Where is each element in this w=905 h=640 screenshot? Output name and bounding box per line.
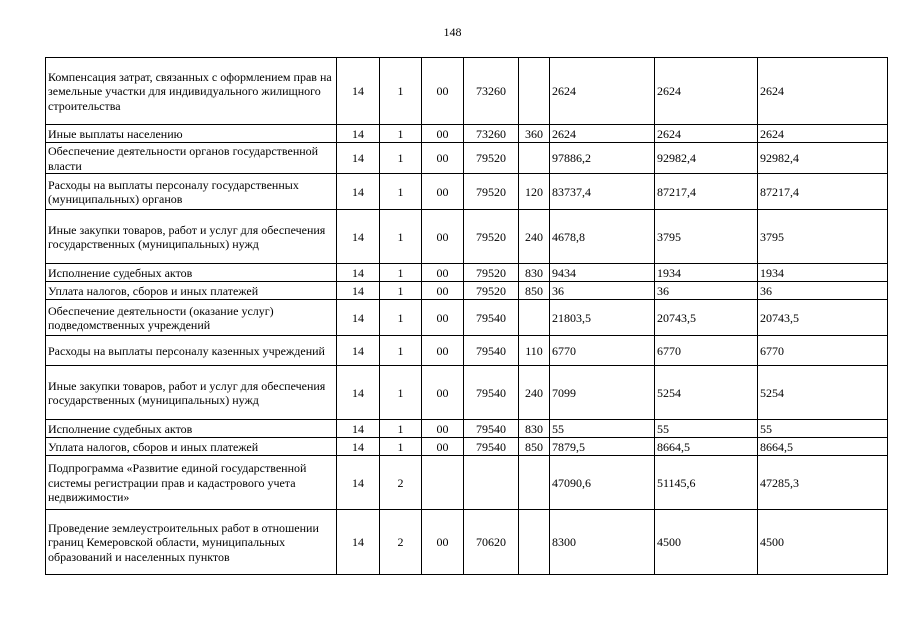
subsection-code: 2 (380, 510, 422, 575)
expense-type-code (519, 300, 550, 336)
expense-type-code: 850 (519, 282, 550, 300)
table-row (46, 438, 888, 456)
subsection-code: 1 (380, 58, 422, 125)
program-code: 00 (422, 366, 464, 420)
section-code: 14 (337, 264, 380, 282)
direction-code: 79540 (464, 366, 519, 420)
row-name: Обеспечение деятельности органов государственной власти (46, 143, 337, 174)
expense-type-code: 240 (519, 210, 550, 264)
subsection-code: 1 (380, 420, 422, 438)
program-code: 00 (422, 174, 464, 210)
table-row (46, 336, 888, 366)
amount-year-2: 4500 (655, 510, 758, 575)
section-code: 14 (337, 300, 380, 336)
row-name: Расходы на выплаты персоналу государственных (муниципальных) органов (46, 174, 337, 210)
table-row (46, 210, 888, 264)
amount-year-2: 3795 (655, 210, 758, 264)
table-row (46, 58, 888, 125)
row-name: Иные закупки товаров, работ и услуг для обеспечения государственных (муниципальных) нужд (46, 366, 337, 420)
subsection-code: 1 (380, 282, 422, 300)
row-name: Исполнение судебных актов (46, 420, 337, 438)
section-code: 14 (337, 456, 380, 510)
program-code: 00 (422, 58, 464, 125)
table-row (46, 510, 888, 575)
section-code: 14 (337, 58, 380, 125)
direction-code: 79520 (464, 264, 519, 282)
amount-year-3: 47285,3 (758, 456, 888, 510)
expense-type-code: 830 (519, 420, 550, 438)
table-row (46, 366, 888, 420)
amount-year-3: 8664,5 (758, 438, 888, 456)
amount-year-2: 1934 (655, 264, 758, 282)
section-code: 14 (337, 210, 380, 264)
subsection-code: 1 (380, 125, 422, 143)
program-code: 00 (422, 210, 464, 264)
amount-year-2: 8664,5 (655, 438, 758, 456)
direction-code: 79520 (464, 174, 519, 210)
section-code: 14 (337, 174, 380, 210)
amount-year-3: 4500 (758, 510, 888, 575)
expense-type-code: 360 (519, 125, 550, 143)
row-name: Обеспечение деятельности (оказание услуг) подведомственных учреждений (46, 300, 337, 336)
program-code (422, 456, 464, 510)
expense-type-code (519, 58, 550, 125)
amount-year-3: 3795 (758, 210, 888, 264)
direction-code (464, 456, 519, 510)
amount-year-2: 51145,6 (655, 456, 758, 510)
row-name: Компенсация затрат, связанных с оформлением прав на земельные участки для индивидуального жилищного строительства (46, 58, 337, 125)
amount-year-2: 20743,5 (655, 300, 758, 336)
row-name: Расходы на выплаты персоналу казенных учреждений (46, 336, 337, 366)
row-name: Уплата налогов, сборов и иных платежей (46, 282, 337, 300)
program-code: 00 (422, 438, 464, 456)
amount-year-1: 47090,6 (550, 456, 655, 510)
amount-year-3: 20743,5 (758, 300, 888, 336)
direction-code: 73260 (464, 125, 519, 143)
table-row (46, 456, 888, 510)
table-row (46, 125, 888, 143)
amount-year-3: 2624 (758, 125, 888, 143)
amount-year-1: 55 (550, 420, 655, 438)
amount-year-1: 83737,4 (550, 174, 655, 210)
row-name: Проведение землеустроительных работ в отношении границ Кемеровской области, муниципальных образований и населенных пунктов (46, 510, 337, 575)
amount-year-2: 2624 (655, 58, 758, 125)
amount-year-1: 7879,5 (550, 438, 655, 456)
direction-code: 79540 (464, 300, 519, 336)
row-name: Иные закупки товаров, работ и услуг для обеспечения государственных (муниципальных) нужд (46, 210, 337, 264)
amount-year-3: 5254 (758, 366, 888, 420)
program-code: 00 (422, 264, 464, 282)
amount-year-2: 6770 (655, 336, 758, 366)
amount-year-1: 2624 (550, 125, 655, 143)
table-row (46, 282, 888, 300)
amount-year-3: 6770 (758, 336, 888, 366)
table-row (46, 420, 888, 438)
amount-year-2: 87217,4 (655, 174, 758, 210)
budget-table (45, 57, 888, 575)
table-row (46, 174, 888, 210)
table-row (46, 300, 888, 336)
table-body (46, 58, 888, 575)
amount-year-1: 7099 (550, 366, 655, 420)
program-code: 00 (422, 336, 464, 366)
amount-year-3: 1934 (758, 264, 888, 282)
row-name: Исполнение судебных актов (46, 264, 337, 282)
amount-year-2: 5254 (655, 366, 758, 420)
expense-type-code: 850 (519, 438, 550, 456)
amount-year-1: 97886,2 (550, 143, 655, 174)
amount-year-2: 92982,4 (655, 143, 758, 174)
amount-year-3: 92982,4 (758, 143, 888, 174)
amount-year-1: 9434 (550, 264, 655, 282)
amount-year-3: 2624 (758, 58, 888, 125)
amount-year-3: 55 (758, 420, 888, 438)
direction-code: 79520 (464, 143, 519, 174)
amount-year-2: 55 (655, 420, 758, 438)
subsection-code: 1 (380, 264, 422, 282)
amount-year-2: 2624 (655, 125, 758, 143)
amount-year-1: 4678,8 (550, 210, 655, 264)
expense-type-code: 830 (519, 264, 550, 282)
direction-code: 79540 (464, 336, 519, 366)
amount-year-1: 21803,5 (550, 300, 655, 336)
amount-year-1: 6770 (550, 336, 655, 366)
section-code: 14 (337, 510, 380, 575)
subsection-code: 2 (380, 456, 422, 510)
section-code: 14 (337, 336, 380, 366)
amount-year-1: 2624 (550, 58, 655, 125)
table-row (46, 143, 888, 174)
section-code: 14 (337, 282, 380, 300)
direction-code: 79520 (464, 282, 519, 300)
section-code: 14 (337, 420, 380, 438)
direction-code: 70620 (464, 510, 519, 575)
row-name: Уплата налогов, сборов и иных платежей (46, 438, 337, 456)
table-row (46, 264, 888, 282)
direction-code: 79520 (464, 210, 519, 264)
section-code: 14 (337, 143, 380, 174)
subsection-code: 1 (380, 143, 422, 174)
amount-year-1: 36 (550, 282, 655, 300)
page-number: 148 (443, 25, 462, 39)
section-code: 14 (337, 366, 380, 420)
section-code: 14 (337, 125, 380, 143)
subsection-code: 1 (380, 300, 422, 336)
amount-year-1: 8300 (550, 510, 655, 575)
program-code: 00 (422, 125, 464, 143)
expense-type-code (519, 456, 550, 510)
program-code: 00 (422, 143, 464, 174)
amount-year-3: 36 (758, 282, 888, 300)
expense-type-code: 110 (519, 336, 550, 366)
program-code: 00 (422, 282, 464, 300)
amount-year-2: 36 (655, 282, 758, 300)
subsection-code: 1 (380, 438, 422, 456)
expense-type-code: 120 (519, 174, 550, 210)
subsection-code: 1 (380, 174, 422, 210)
subsection-code: 1 (380, 210, 422, 264)
direction-code: 73260 (464, 58, 519, 125)
amount-year-3: 87217,4 (758, 174, 888, 210)
program-code: 00 (422, 420, 464, 438)
program-code: 00 (422, 510, 464, 575)
expense-type-code (519, 510, 550, 575)
row-name: Подпрограмма «Развитие единой государственной системы регистрации прав и кадастрового учета недвижимости» (46, 456, 337, 510)
direction-code: 79540 (464, 420, 519, 438)
row-name: Иные выплаты населению (46, 125, 337, 143)
direction-code: 79540 (464, 438, 519, 456)
subsection-code: 1 (380, 336, 422, 366)
expense-type-code (519, 143, 550, 174)
expense-type-code: 240 (519, 366, 550, 420)
program-code: 00 (422, 300, 464, 336)
section-code: 14 (337, 438, 380, 456)
subsection-code: 1 (380, 366, 422, 420)
